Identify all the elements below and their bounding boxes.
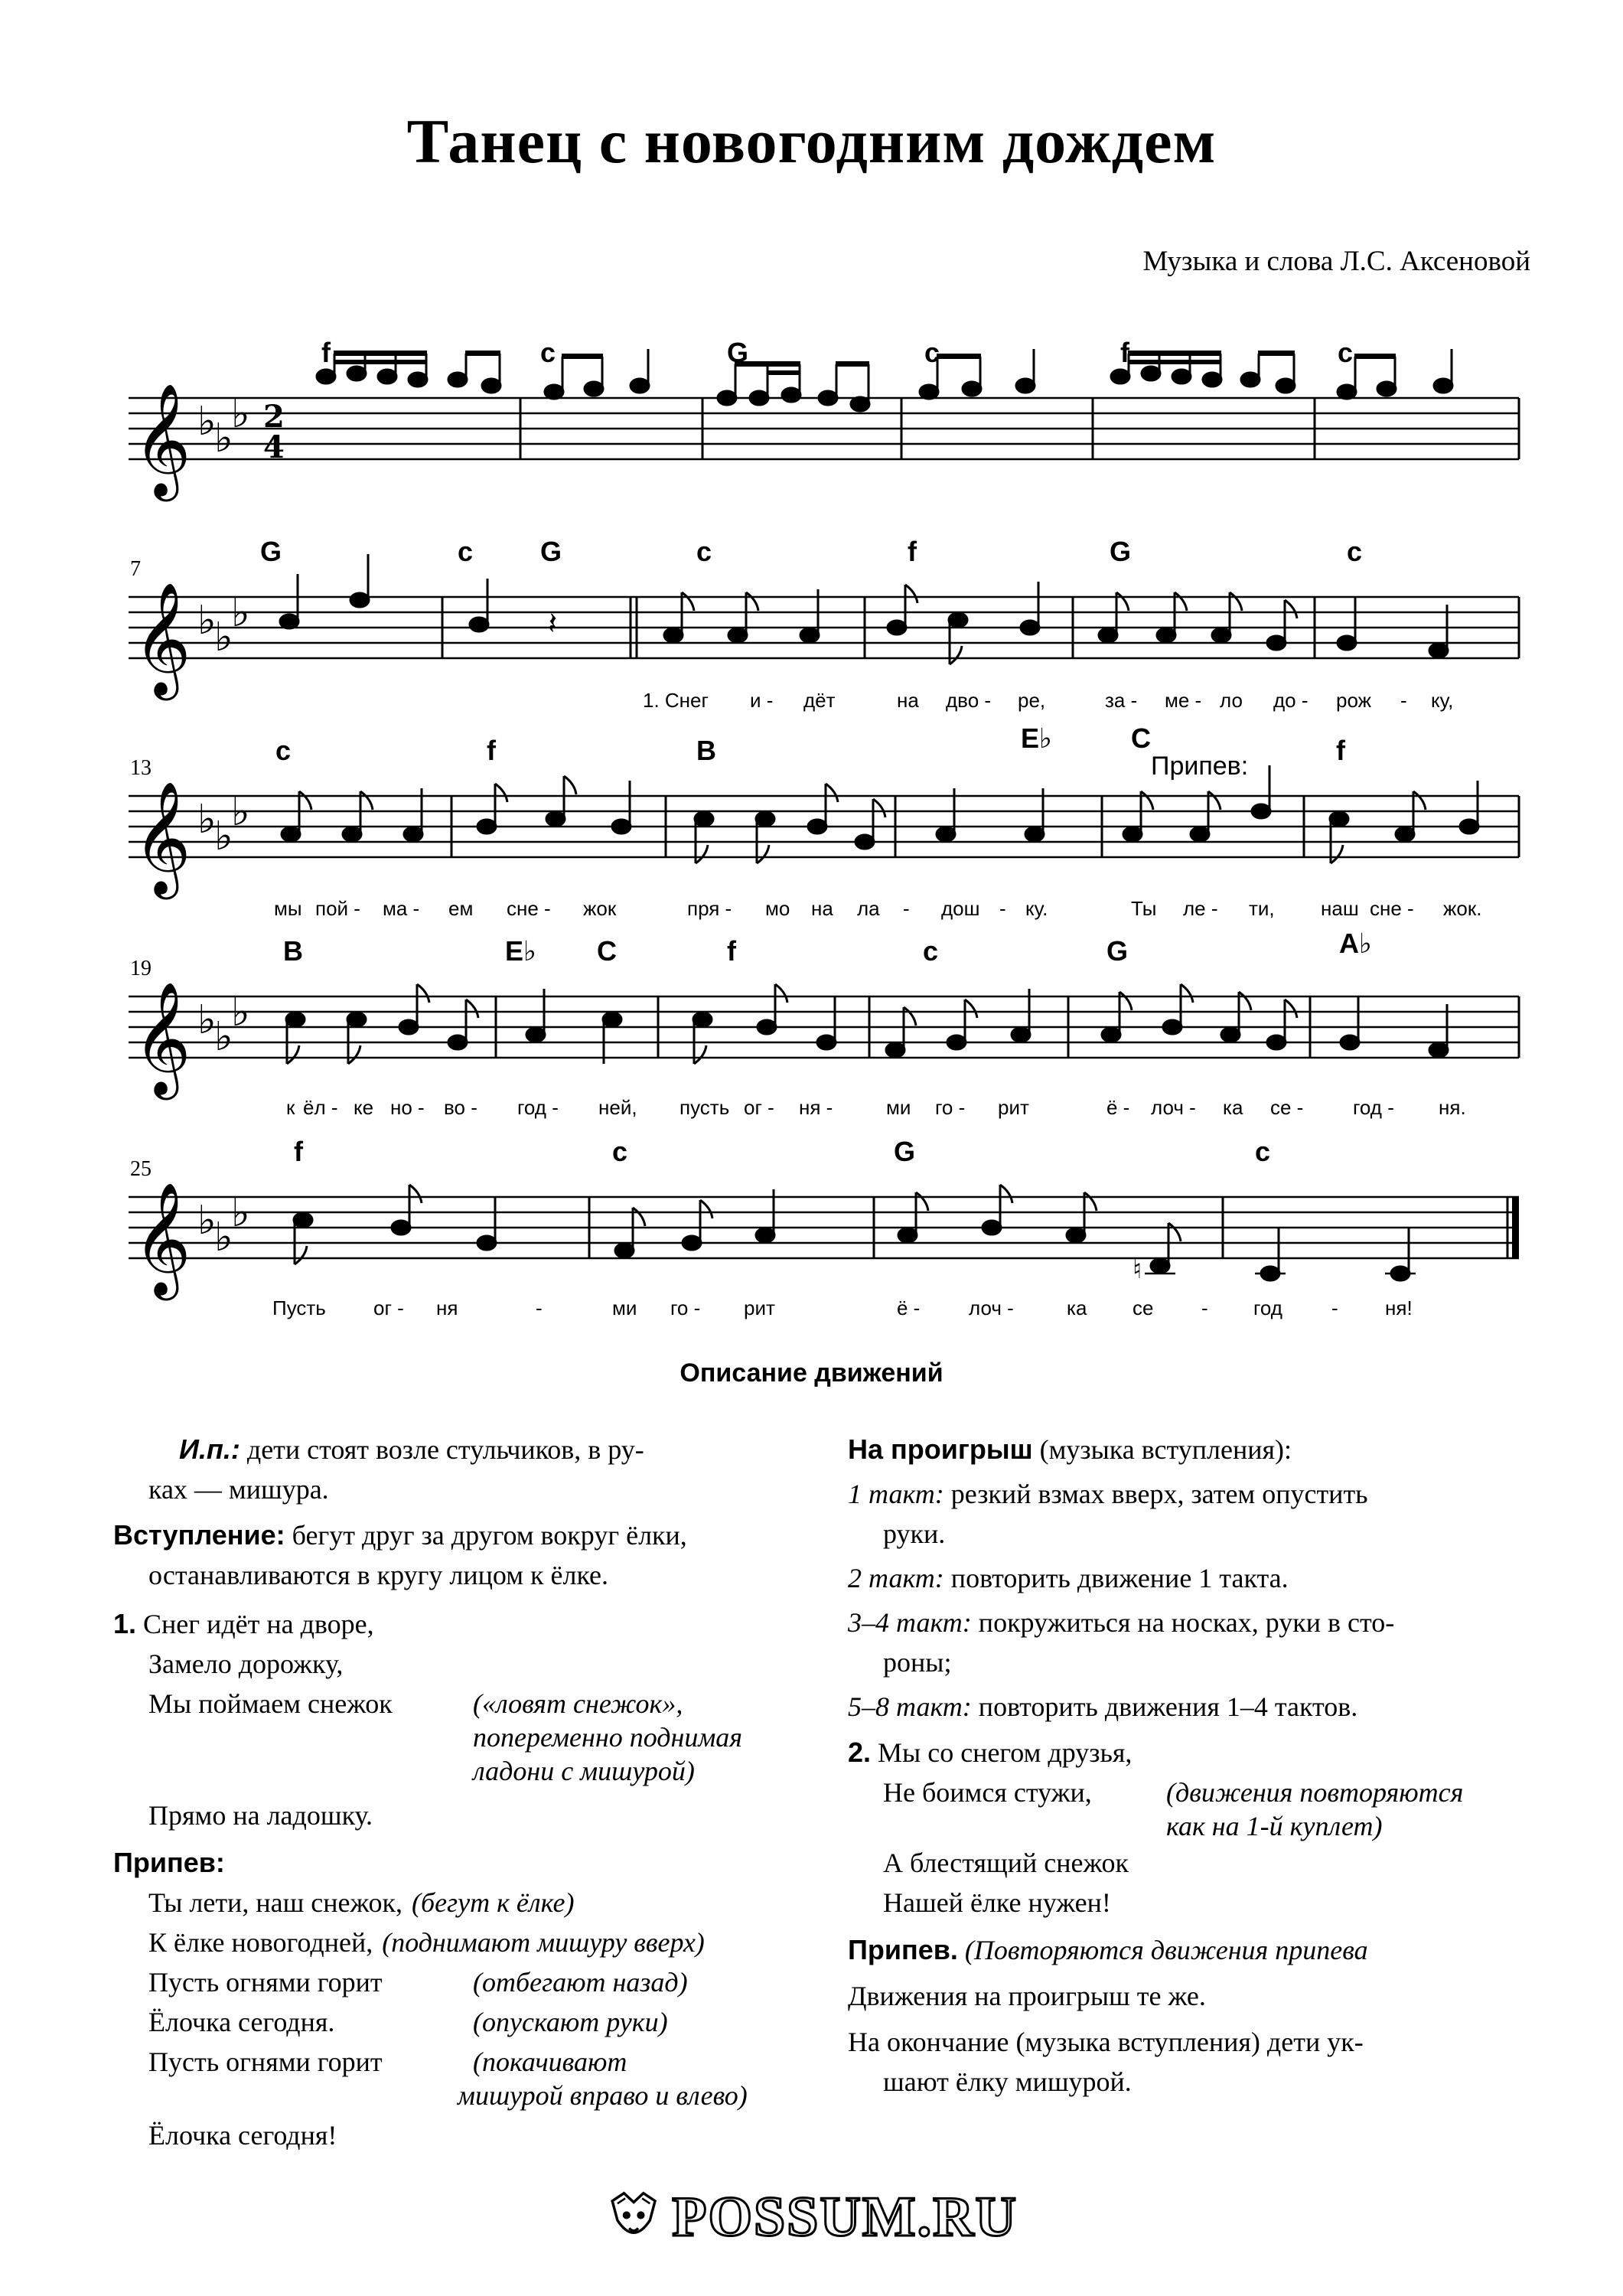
lyric: на	[897, 689, 919, 712]
lyric: дош	[941, 897, 980, 920]
svg-text:♭: ♭	[231, 1190, 250, 1236]
lyric: и -	[750, 689, 774, 712]
left-column	[113, 1430, 802, 2155]
lyric: год -	[517, 1096, 559, 1119]
bar-text: повторить движение 1 такта.	[950, 1563, 1289, 1593]
chord: f	[294, 1136, 303, 1167]
staff-notation-5	[0, 1136, 1623, 1335]
svg-text:♭: ♭	[214, 1215, 233, 1261]
possum-mascot-icon	[605, 2183, 663, 2252]
lyric: жок.	[1443, 897, 1482, 920]
lyric: -	[1331, 1296, 1338, 1319]
measure-number: 19	[130, 957, 152, 980]
staff-system-1	[0, 337, 1623, 513]
chord: f	[321, 337, 331, 368]
svg-text:𝄞: 𝄞	[133, 781, 191, 895]
verse1-line: Прямо на ладошку.	[148, 1800, 373, 1831]
bar-text: резкий взмах вверх, затем опустить	[950, 1479, 1368, 1509]
chord: c	[275, 735, 292, 766]
chord: G	[1110, 536, 1132, 567]
lyric: ней,	[598, 1096, 637, 1119]
lyric: ог -	[744, 1096, 774, 1119]
movement-note: (отбегают назад)	[473, 1967, 688, 1998]
verse1-line: Мы поймаем снежок	[148, 1688, 393, 1719]
verse1-line: Замело дорожку,	[148, 1649, 344, 1679]
svg-text:♭: ♭	[197, 598, 217, 644]
lyric: -	[903, 897, 910, 920]
lyric: пой -	[315, 897, 360, 920]
svg-text:♭: ♭	[214, 1014, 233, 1060]
lyric: ка	[1223, 1096, 1243, 1119]
lyric: жок	[583, 897, 617, 920]
chorus-line: Ёлочка сегодня!	[148, 2120, 337, 2151]
lyric: ке	[354, 1096, 374, 1119]
lyric: Ты	[1131, 897, 1157, 920]
chorus-line: Пусть огнями горит	[148, 2047, 383, 2077]
measure-number: 13	[130, 756, 152, 780]
lyric: за -	[1105, 689, 1138, 712]
svg-text:♮: ♮	[1133, 1254, 1142, 1285]
chord: G	[727, 337, 749, 368]
svg-text:♭: ♭	[214, 615, 233, 660]
chord: E♭	[1021, 722, 1052, 754]
chord: c	[458, 536, 474, 567]
verse1-line: Снег идёт на дворе,	[143, 1609, 374, 1639]
svg-text:𝄞: 𝄞	[133, 981, 191, 1095]
chord: E♭	[505, 935, 536, 967]
chord: f	[1120, 337, 1129, 368]
chord: c	[612, 1136, 628, 1167]
interlude-label: На проигрыш	[848, 1433, 1033, 1465]
lyric: дво -	[946, 689, 992, 712]
lyric: ка	[1067, 1296, 1087, 1319]
bar-label: 1 такт:	[848, 1479, 944, 1509]
lyric: ня	[436, 1296, 458, 1319]
chorus-label: Припев.	[848, 1934, 958, 1965]
staff-system-2	[0, 536, 1623, 735]
svg-text:♭: ♭	[231, 789, 250, 835]
movement-note: мишурой вправо и влево)	[458, 2080, 748, 2111]
staff-system-5	[0, 1136, 1623, 1335]
movement-note: (движения повторяются	[1166, 1777, 1464, 1808]
chorus-line: К ёлке новогодней,	[148, 1927, 373, 1958]
lyric: лоч -	[969, 1296, 1014, 1319]
chorus-note: (Повторяются движения припева	[964, 1935, 1368, 1965]
lyric: -	[536, 1296, 543, 1319]
lyric: ё -	[1106, 1096, 1130, 1119]
movement-note: ладони с мишурой)	[473, 1756, 695, 1786]
intro-text-cont: останавливаются в кругу лицом к ёлке.	[148, 1560, 609, 1590]
svg-text:♭: ♭	[231, 990, 250, 1035]
lyric: год -	[1353, 1096, 1394, 1119]
chord: A♭	[1339, 928, 1372, 959]
bar-text: повторить движения 1–4 тактов.	[978, 1691, 1358, 1722]
verse2-line: Мы со снегом друзья,	[878, 1737, 1133, 1768]
svg-text:𝄽: 𝄽	[548, 606, 558, 641]
ip-text: дети стоят возле стульчиков, в ру-	[246, 1434, 644, 1465]
lyric: на	[811, 897, 833, 920]
verse2-line: Не боимся стужи,	[883, 1777, 1092, 1808]
lyric: год	[1253, 1296, 1282, 1319]
svg-text:♭: ♭	[197, 797, 217, 843]
lyric: ем	[448, 897, 474, 920]
lyric: мы	[274, 897, 302, 920]
page-title: Танец с новогодним дождем	[406, 106, 1217, 176]
interlude-text: (музыка вступления):	[1039, 1434, 1292, 1465]
staff-system-3	[0, 722, 1623, 934]
lyric: ёл -	[303, 1096, 338, 1119]
bar-label: 2 такт:	[848, 1563, 944, 1593]
chord: f	[1336, 735, 1345, 766]
chord: f	[727, 935, 736, 967]
lyric: 1. Снег	[643, 689, 709, 712]
lyric: ня.	[1439, 1096, 1466, 1119]
chord: C	[597, 935, 617, 967]
bar-label: 5–8 такт:	[848, 1691, 972, 1722]
logo-text: POSSUM.RU	[672, 2185, 1018, 2249]
svg-text:♭: ♭	[231, 391, 250, 437]
bar-text-cont: роны;	[883, 1647, 952, 1678]
chord: c	[1347, 536, 1363, 567]
lyric: -	[999, 897, 1006, 920]
lyric: сне -	[1370, 897, 1414, 920]
chord: c	[1338, 337, 1354, 368]
lyric: го -	[935, 1096, 966, 1119]
chorus-label: Припев:	[113, 1847, 225, 1878]
chord: c	[1255, 1136, 1271, 1167]
lyric: наш	[1321, 897, 1359, 920]
description-title: Описание движений	[680, 1358, 943, 1388]
lyric: мо	[765, 897, 790, 920]
ip-text-cont: ках — мишура.	[148, 1474, 329, 1505]
ending-text-cont: шают ёлку мишурой.	[883, 2066, 1132, 2097]
svg-text:♭: ♭	[197, 399, 217, 445]
lyric: рож	[1336, 689, 1372, 712]
lyric: ре,	[1018, 689, 1046, 712]
chord: f	[908, 536, 917, 567]
lyric: ти,	[1249, 897, 1275, 920]
intro-text: бегут друг за другом вокруг ёлки,	[292, 1520, 687, 1551]
lyric: к	[286, 1096, 295, 1119]
lyric: ми	[612, 1296, 637, 1319]
chorus-label: Припев:	[1151, 752, 1249, 781]
chord: C	[1131, 722, 1151, 754]
lyric: ло	[1220, 689, 1243, 712]
lyric: ё -	[897, 1296, 921, 1319]
staff-system-4	[0, 928, 1623, 1134]
bar-text-cont: руки.	[883, 1518, 946, 1549]
staff-notation-1	[0, 337, 1623, 513]
lyric: рит	[744, 1296, 775, 1319]
lyric: рит	[998, 1096, 1029, 1119]
credit-line: Музыка и слова Л.С. Аксеновой	[1142, 246, 1530, 277]
lyric: сне -	[507, 897, 551, 920]
verse2-number: 2.	[848, 1737, 872, 1768]
bar-label: 3–4 такт:	[848, 1607, 972, 1638]
svg-text:♭: ♭	[197, 997, 217, 1043]
movement-note: (опускают руки)	[473, 2007, 668, 2037]
measure-number: 25	[130, 1157, 152, 1181]
movement-note: (бегут к ёлке)	[411, 1887, 575, 1918]
moves-text: Движения на проигрыш те же.	[848, 1981, 1206, 2011]
lyric: -	[1201, 1296, 1208, 1319]
chord: c	[540, 337, 556, 368]
lyric: ме -	[1165, 689, 1202, 712]
lyric: пря -	[687, 897, 732, 920]
lyric: пусть	[680, 1096, 730, 1119]
ip-label: И.п.:	[179, 1433, 240, 1465]
movement-note: («ловят снежок»,	[473, 1688, 683, 1719]
chord: B	[696, 735, 716, 766]
svg-text:2: 2	[263, 399, 285, 435]
lyric: ня -	[799, 1096, 833, 1119]
lyric: ня!	[1385, 1296, 1413, 1319]
lyric: ла	[857, 897, 880, 920]
lyric: дёт	[803, 689, 836, 712]
svg-text:4: 4	[263, 429, 285, 465]
lyric: се	[1133, 1296, 1154, 1319]
lyric: лоч -	[1151, 1096, 1196, 1119]
lyric: во -	[444, 1096, 477, 1119]
movement-note: (поднимают мишуру вверх)	[382, 1927, 705, 1958]
site-logo	[605, 2183, 1018, 2252]
chord: c	[923, 935, 939, 967]
lyric: до -	[1273, 689, 1309, 712]
right-column	[848, 1430, 1521, 2102]
svg-text:♭: ♭	[214, 814, 233, 859]
svg-text:𝄞: 𝄞	[133, 1182, 191, 1296]
lyric: ми	[886, 1096, 911, 1119]
lyric: го -	[670, 1296, 701, 1319]
svg-text:♭: ♭	[231, 590, 250, 636]
verse1-number: 1.	[113, 1608, 137, 1639]
lyric: ле -	[1183, 897, 1218, 920]
movement-note: (покачивают	[473, 2047, 627, 2077]
chord: G	[1106, 935, 1129, 967]
lyric: ку,	[1431, 689, 1454, 712]
chord: c	[696, 536, 712, 567]
lyric: ма -	[383, 897, 420, 920]
measure-number: 7	[130, 557, 141, 581]
chord: G	[540, 536, 562, 567]
bar-text: покружиться на носках, руки в сто-	[978, 1607, 1395, 1638]
chord: c	[924, 337, 940, 368]
lyric: Пусть	[272, 1296, 326, 1319]
ending-text: На окончание (музыка вступления) дети ук-	[848, 2027, 1364, 2057]
chorus-line: Ёлочка сегодня.	[148, 2007, 335, 2037]
chord: G	[894, 1136, 916, 1167]
svg-text:𝄞: 𝄞	[133, 582, 191, 696]
movement-note: как на 1-й куплет)	[1166, 1811, 1383, 1841]
chorus-line: Ты лети, наш снежок,	[148, 1887, 402, 1918]
lyric: ку.	[1025, 897, 1048, 920]
svg-text:♭: ♭	[197, 1198, 217, 1244]
verse2-line: Нашей ёлке нужен!	[883, 1887, 1111, 1918]
chord: f	[487, 735, 496, 766]
lyric: ог -	[373, 1296, 404, 1319]
svg-text:♭: ♭	[214, 416, 233, 461]
lyric: но -	[390, 1096, 425, 1119]
chorus-line: Пусть огнями горит	[148, 1967, 383, 1998]
intro-label: Вступление:	[113, 1519, 285, 1551]
movement-note: попеременно поднимая	[473, 1722, 743, 1753]
verse2-line: А блестящий снежок	[883, 1848, 1129, 1878]
chord: B	[283, 935, 303, 967]
lyric: се -	[1270, 1096, 1304, 1119]
chord: G	[260, 536, 282, 567]
lyric: -	[1400, 689, 1407, 712]
svg-text:𝄞: 𝄞	[133, 383, 191, 497]
